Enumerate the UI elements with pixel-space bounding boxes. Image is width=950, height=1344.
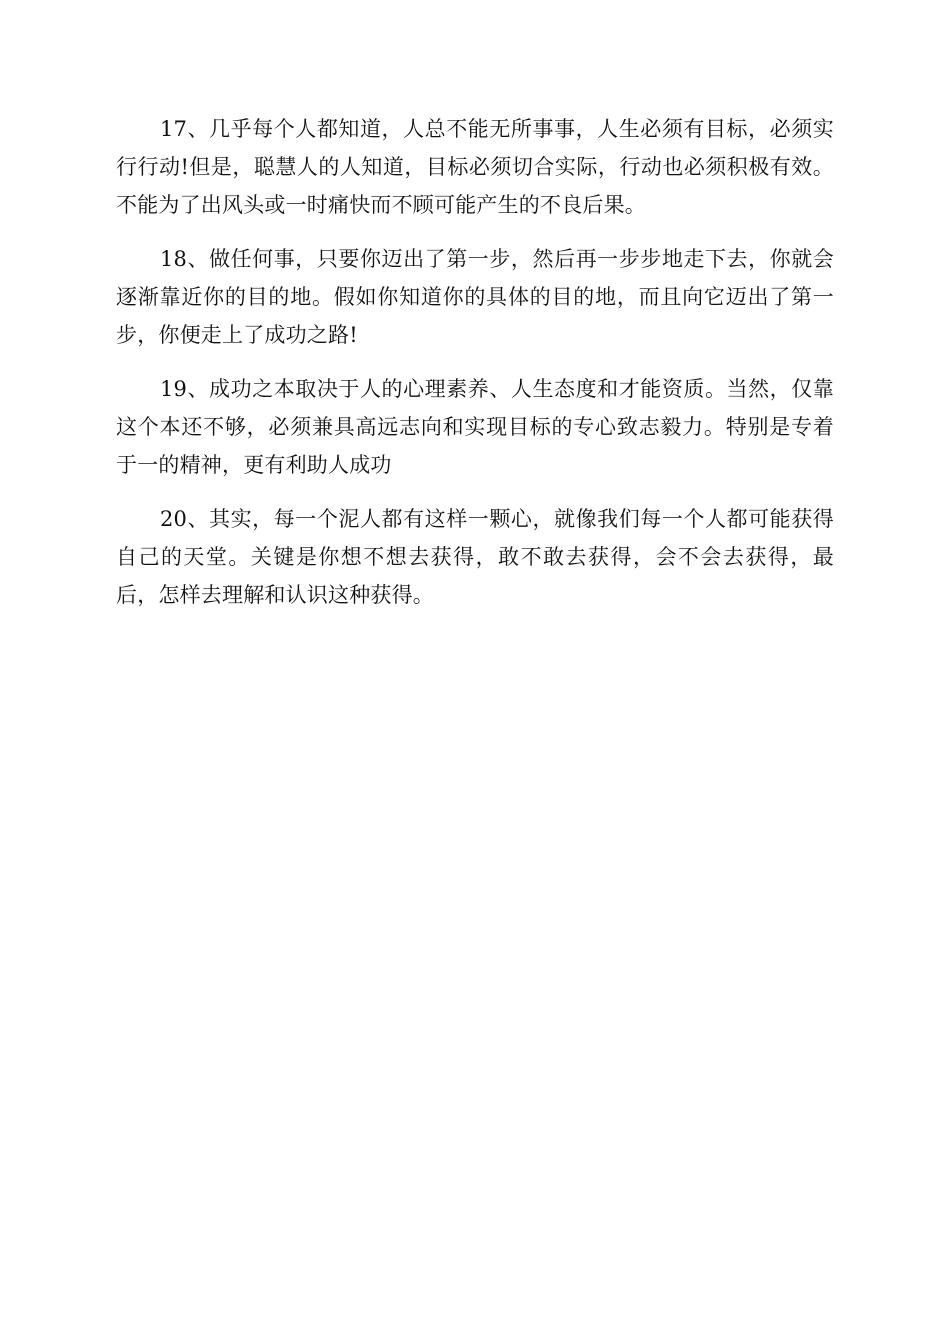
- paragraph-17: 17、几乎每个人都知道，人总不能无所事事，人生必须有目标，必须实行行动!但是，聪慧人的人知道，目标必须切合实际，行动也必须积极有效。不能为了出风头或一时痛快而不顾可能产生的不良后果。: [116, 117, 834, 217]
- paragraph-19: 19、成功之本取决于人的心理素养、人生态度和才能资质。当然，仅靠这个本还不够，必须兼具高远志向和实现目标的专心致志毅力。特别是专着于一的精神，更有利助人成功: [116, 377, 834, 477]
- document-body: [116, 110, 834, 630]
- paragraph-18: 18、做任何事，只要你迈出了第一步，然后再一步步地走下去，你就会逐渐靠近你的目的地。假如你知道你的具体的目的地，而且向它迈出了第一步，你便走上了成功之路!: [116, 247, 834, 347]
- paragraph-20: 20、其实，每一个泥人都有这样一颗心，就像我们每一个人都可能获得自己的天堂。关键是你想不想去获得，敢不敢去获得，会不会去获得，最后，怎样去理解和认识这种获得。: [116, 507, 834, 607]
